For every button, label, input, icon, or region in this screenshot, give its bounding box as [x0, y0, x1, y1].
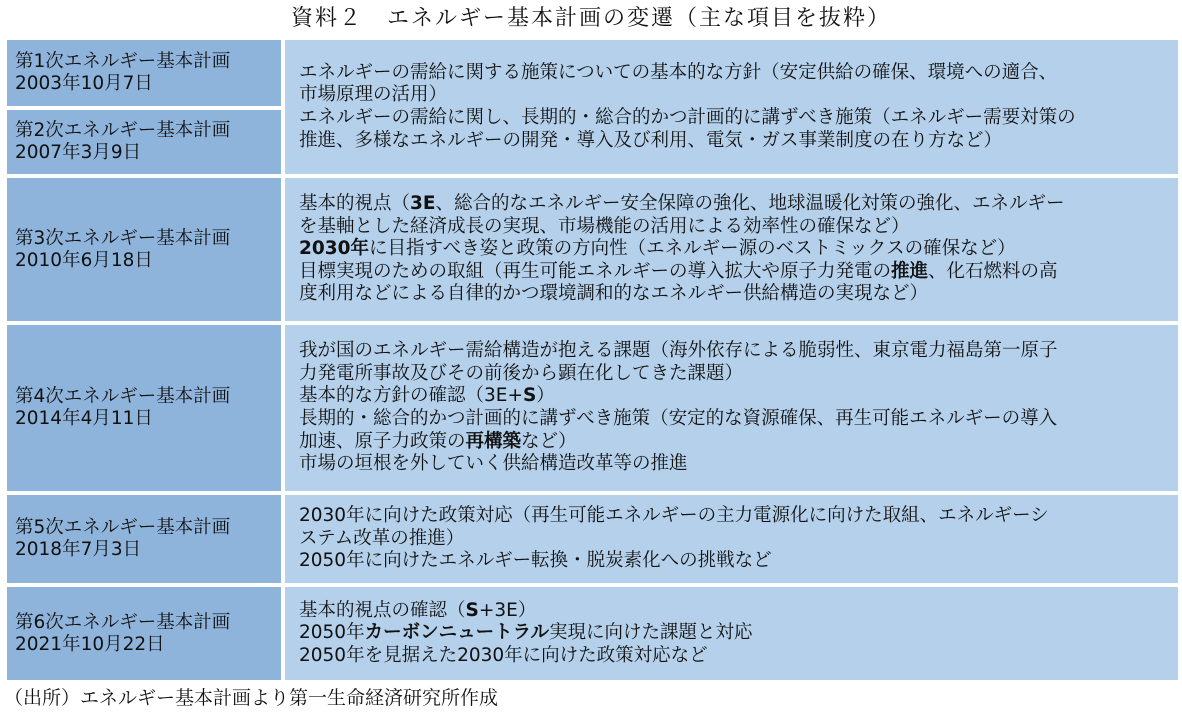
detail-text: +3E）: [478, 599, 537, 621]
plan-date: 2003年10月7日: [15, 73, 153, 94]
plan-3-details: [285, 178, 1178, 321]
detail-text: ）: [536, 385, 555, 407]
emphasis-text: S: [522, 385, 537, 407]
emphasis-text: 再構築: [465, 430, 522, 452]
detail-line: [299, 431, 1168, 454]
plan-5-cell: [7, 495, 281, 583]
detail-line: エネルギーの需給に関する施策についての基本的な方針（安定供給の確保、環境への適合、: [299, 61, 1058, 83]
source-note: （出所）エネルギー基本計画より第一生命経済研究所作成: [4, 687, 499, 709]
plan-5-details: [285, 495, 1178, 583]
detail-line: [299, 193, 1168, 216]
plan-date: 2021年10月22日: [15, 633, 165, 655]
detail-line: 市場原理の活用）: [299, 84, 448, 106]
detail-line: ステム改革の推進）: [299, 527, 465, 549]
plan-4-cell: [7, 325, 281, 491]
detail-text: 、化石燃料の高: [928, 260, 1058, 282]
plan-2-cell: [7, 110, 281, 174]
detail-line: [299, 385, 1168, 408]
plan-name: 第1次エネルギー基本計画: [15, 51, 231, 72]
detail-line: 我が国のエネルギー需給構造が抱える課題（海外依存による脆弱性、東京電力福島第一原子: [299, 340, 1058, 362]
detail-text: に目指すべき姿と政策の方向性（エネルギー源のベストミックスの確保など）: [369, 238, 1016, 260]
plan-date: 2010年6月18日: [15, 249, 153, 271]
emphasis-text: 2030年: [299, 238, 369, 260]
detail-line: 推進、多様なエネルギーの開発・導入及び利用、電気・ガス事業制度の在り方など）: [299, 129, 1003, 151]
detail-text: 2050年: [299, 622, 365, 644]
detail-text: など）: [521, 430, 577, 452]
detail-line: を基軸とした経済成長の実現、市場機能の活用による効率性の確保など）: [299, 215, 910, 237]
detail-line: [299, 600, 1168, 623]
detail-text: 目標実現のための取組（再生可能エネルギーの導入拡大や原子力発電の: [299, 260, 892, 282]
emphasis-text: カーボンニュートラル: [364, 622, 550, 644]
plan-name: 第6次エネルギー基本計画: [15, 611, 231, 633]
emphasis-text: 推進: [891, 260, 929, 282]
plan-name: 第5次エネルギー基本計画: [15, 517, 231, 538]
energy-plan-table: [7, 40, 1178, 680]
detail-line: [299, 622, 1168, 645]
plan-name: 第4次エネルギー基本計画: [15, 386, 231, 407]
figure-title: 資料２ エネルギー基本計画の変遷（主な項目を抜粋）: [290, 6, 891, 31]
plan-date: 2007年3月9日: [15, 142, 142, 163]
detail-line: エネルギーの需給に関し、長期的・総合的かつ計画的に講ずべき施策（エネルギー需要対策の: [299, 107, 1076, 128]
detail-text: 基本的視点の確認（: [299, 599, 466, 621]
plan-6-cell: [7, 587, 281, 680]
plan-3-cell: [7, 178, 281, 321]
detail-line: 2030年に向けた政策対応（再生可能エネルギーの主力電源化に向けた取組、エネルギーシ: [299, 505, 1049, 527]
detail-text: 加速、原子力政策の: [299, 430, 466, 452]
detail-line: [299, 238, 1168, 261]
detail-line: 長期的・総合的かつ計画的に講ずべき施策（安定的な資源確保、再生可能エネルギーの導入: [299, 408, 1058, 429]
detail-text: 実現に向けた課題と対応: [549, 622, 753, 644]
detail-line: 力発電所事故及びその前後から顕在化してきた課題）: [299, 362, 744, 384]
detail-text: 基本的な方針の確認（3E+: [299, 385, 523, 407]
detail-line: [299, 261, 1168, 284]
emphasis-text: S: [465, 599, 479, 621]
plan-date: 2014年4月11日: [15, 408, 153, 429]
emphasis-text: 3E: [410, 193, 436, 215]
plan-date: 2018年7月3日: [15, 539, 142, 560]
plan-name: 第2次エネルギー基本計画: [15, 120, 231, 141]
detail-line: 度利用などによる自律的かつ環境調和的なエネルギー供給構造の実現など）: [299, 283, 929, 305]
plan-1-cell: [7, 40, 281, 106]
plan-4-details: [285, 325, 1178, 491]
plan-6-details: [285, 587, 1178, 680]
detail-line: 市場の垣根を外していく供給構造改革等の推進: [299, 453, 688, 475]
plan-1-2-details: [285, 40, 1178, 174]
plan-name: 第3次エネルギー基本計画: [15, 227, 231, 249]
detail-text: 基本的視点（: [299, 193, 411, 215]
detail-line: 2050年を見据えた2030年に向けた政策対応など: [299, 644, 708, 666]
detail-line: 2050年に向けたエネルギー転換・脱炭素化への挑戦など: [299, 550, 772, 572]
detail-text: 、総合的なエネルギー安全保障の強化、地球温暖化対策の強化、エネルギー: [435, 193, 1065, 215]
